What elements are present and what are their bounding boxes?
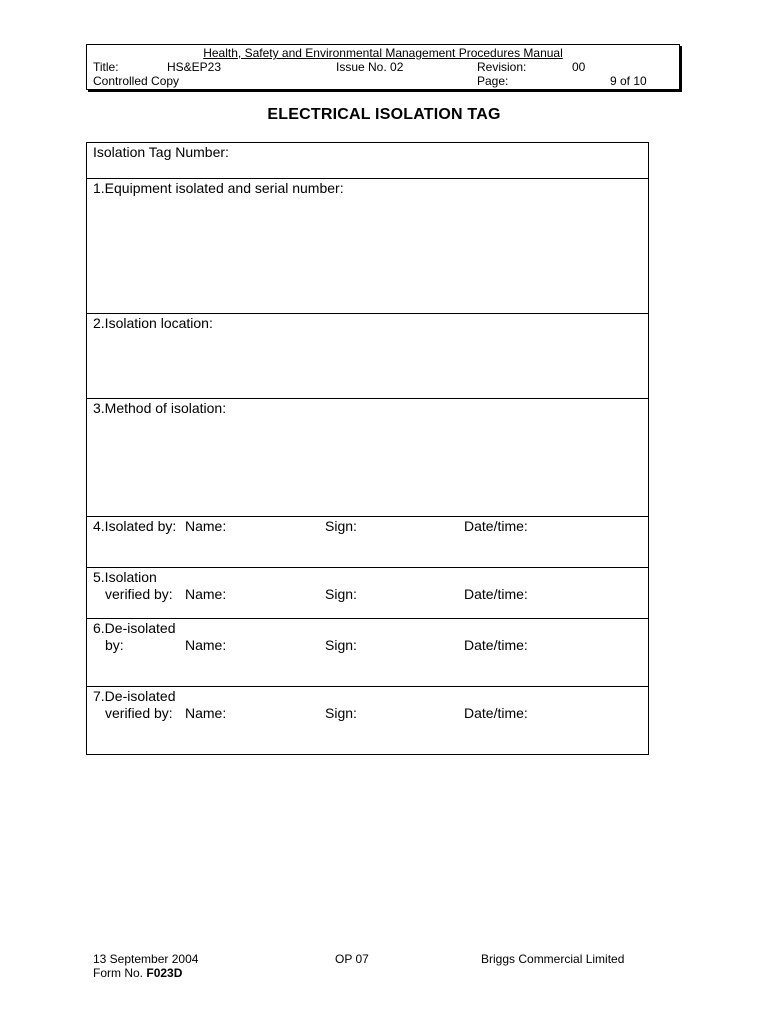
location-label: 2.Isolation location: (93, 315, 213, 331)
method-label: 3.Method of isolation: (93, 400, 227, 416)
row-isolated-by[interactable] (87, 516, 648, 567)
deisolated-by-name-label: Name: (185, 637, 227, 653)
deisolated-verified-datetime-label: Date/time: (464, 705, 528, 721)
row-deisolated-by[interactable] (87, 618, 648, 686)
title-value: HS&EP23 (167, 60, 222, 74)
footer-form-number (93, 966, 182, 980)
isolated-by-name-label: Name: (185, 518, 227, 534)
deisolated-verified-label-line2: verified by: (105, 705, 173, 721)
footer-date: 13 September 2004 (93, 952, 199, 966)
document-header (86, 44, 680, 90)
revision-value: 00 (572, 60, 586, 74)
manual-title: Health, Safety and Environmental Management Procedures Manual (203, 46, 563, 60)
isolated-by-datetime-label: Date/time: (464, 518, 528, 534)
equipment-label: 1.Equipment isolated and serial number: (93, 180, 344, 196)
verified-by-sign-label: Sign: (325, 586, 357, 602)
title-label: Title: (93, 60, 119, 74)
deisolated-by-sign-label: Sign: (325, 637, 357, 653)
form-number-value: F023D (146, 966, 183, 980)
row-verified-by[interactable] (87, 567, 648, 618)
deisolated-verified-label-line1: 7.De-isolated (93, 688, 176, 704)
deisolated-by-label-line1: 6.De-isolated (93, 620, 176, 636)
deisolated-by-label-line2: by: (105, 637, 124, 653)
page-label: Page: (477, 74, 509, 88)
row-equipment[interactable] (87, 178, 648, 313)
form-number-label: Form No. (93, 966, 144, 980)
isolated-by-sign-label: Sign: (325, 518, 357, 534)
verified-by-label-line1: 5.Isolation (93, 569, 157, 585)
controlled-copy: Controlled Copy (93, 74, 180, 88)
revision-label: Revision: (477, 60, 527, 74)
deisolated-verified-sign-label: Sign: (325, 705, 357, 721)
row-tag-number[interactable] (87, 143, 648, 178)
isolation-tag-form (86, 142, 649, 755)
page-value: 9 of 10 (610, 74, 647, 88)
row-deisolated-verified-by[interactable] (87, 686, 648, 754)
issue-number: Issue No. 02 (336, 60, 404, 74)
row-location[interactable] (87, 313, 648, 398)
deisolated-verified-name-label: Name: (185, 705, 227, 721)
footer-company: Briggs Commercial Limited (481, 952, 625, 966)
footer-op-code: OP 07 (335, 952, 369, 966)
verified-by-label-line2: verified by: (105, 586, 173, 602)
isolated-by-label: 4.Isolated by: (93, 518, 177, 534)
deisolated-by-datetime-label: Date/time: (464, 637, 528, 653)
row-method[interactable] (87, 398, 648, 516)
verified-by-datetime-label: Date/time: (464, 586, 528, 602)
tag-number-label: Isolation Tag Number: (93, 144, 229, 160)
form-title: ELECTRICAL ISOLATION TAG (267, 106, 501, 123)
verified-by-name-label: Name: (185, 586, 227, 602)
